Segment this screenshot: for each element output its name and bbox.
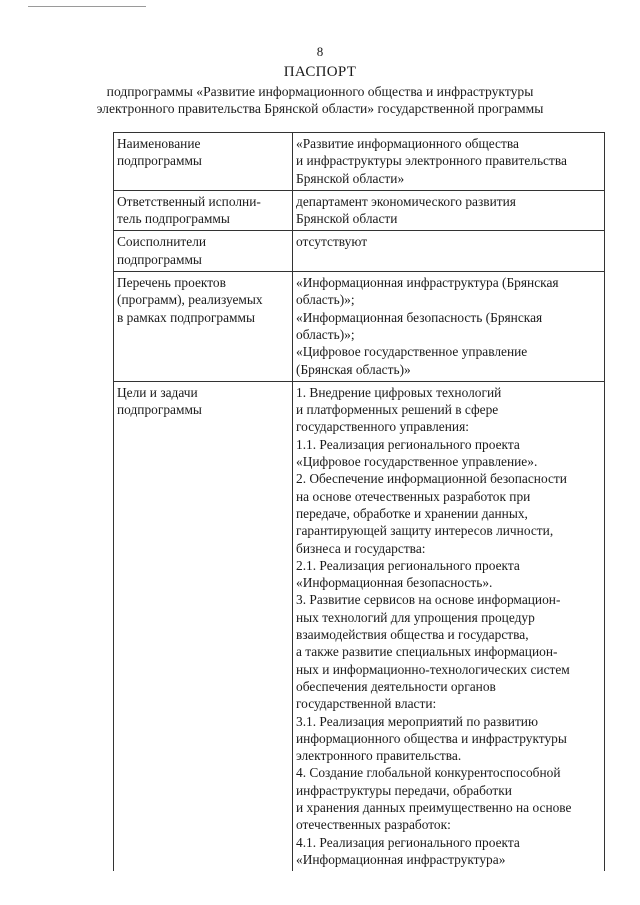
- row-value-line: ных и информационно-технологических систем: [296, 661, 570, 677]
- row-value-line: «Информационная безопасность (Брянская: [296, 309, 543, 325]
- table-row: [114, 381, 605, 871]
- row-value-line: «Информационная безопасность».: [296, 575, 493, 591]
- table-row: [114, 133, 605, 191]
- scan-artifact-line: [28, 6, 146, 7]
- row-value-line: ных технологий для упрощения процедур: [296, 609, 535, 625]
- row-value-line: инфраструктуры передачи, обработки: [296, 782, 512, 798]
- row-label-line: Соисполнители: [117, 234, 207, 250]
- row-value-line: и хранения данных преимущественно на основе: [296, 799, 572, 815]
- row-label-cell: [114, 133, 293, 191]
- row-label-line: подпрограммы: [117, 402, 202, 418]
- row-label-line: Перечень проектов: [117, 275, 226, 291]
- row-label-line: Цели и задачи: [117, 384, 198, 400]
- row-label-line: подпрограммы: [117, 153, 202, 169]
- row-value-line: электронного правительства.: [296, 748, 462, 764]
- row-value-line: (Брянская область)»: [296, 361, 411, 377]
- row-value-line: обеспечения деятельности органов: [296, 678, 496, 694]
- row-label-line: подпрограммы: [117, 251, 202, 267]
- table-row: [114, 190, 605, 231]
- row-value-cell: [293, 381, 605, 871]
- row-label-line: Ответственный исполни-: [117, 193, 261, 209]
- row-label-line: (программ), реализуемых: [117, 292, 263, 308]
- row-value-line: «Информационная инфраструктура»: [296, 851, 506, 867]
- row-value-line: департамент экономического развития: [296, 193, 516, 209]
- row-value-line: 3.1. Реализация мероприятий по развитию: [296, 713, 538, 729]
- row-value-line: взаимодействия общества и государства,: [296, 627, 529, 643]
- row-value-line: гарантирующей защиту интересов личности,: [296, 523, 554, 539]
- row-value-line: и инфраструктуры электронного правительства: [296, 153, 567, 169]
- row-value-line: а также развитие специальных информацион-: [296, 644, 558, 660]
- row-value-line: Брянской области: [296, 211, 398, 227]
- row-value-line: 2. Обеспечение информационной безопасности: [296, 471, 567, 487]
- row-value-line: 3. Развитие сервисов на основе информацион-: [296, 592, 561, 608]
- passport-table: [113, 132, 605, 871]
- row-value-line: информационного общества и инфраструктуры: [296, 730, 567, 746]
- document-title: ПАСПОРТ: [283, 64, 357, 80]
- table-row: [114, 231, 605, 272]
- row-label-line: в рамках подпрограммы: [117, 309, 255, 325]
- row-value-line: 4.1. Реализация регионального проекта: [296, 834, 520, 850]
- row-label-cell: [114, 272, 293, 382]
- row-value-cell: [293, 231, 605, 272]
- row-value-line: и платформенных решений в сфере: [296, 402, 499, 418]
- row-value-cell: [293, 272, 605, 382]
- row-value-line: государственного управления:: [296, 419, 469, 435]
- row-value-line: 2.1. Реализация регионального проекта: [296, 557, 520, 573]
- row-label-cell: [114, 190, 293, 231]
- document-subtitle-line-2: электронного правительства Брянской области» государственной программы: [96, 101, 544, 116]
- row-value-line: 4. Создание глобальной конкурентоспособной: [296, 765, 561, 781]
- row-value-line: 1.1. Реализация регионального проекта: [296, 436, 520, 452]
- passport-table-body: [114, 133, 605, 872]
- row-value-line: отсутствуют: [296, 234, 368, 250]
- row-value-line: область)»;: [296, 326, 355, 342]
- row-label-cell: [114, 381, 293, 871]
- row-value-line: передаче, обработке и хранении данных,: [296, 505, 528, 521]
- row-value-line: государственной власти:: [296, 696, 437, 712]
- row-value-line: бизнеса и государства:: [296, 540, 426, 556]
- row-value-line: область)»;: [296, 292, 355, 308]
- row-value-line: Брянской области»: [296, 170, 405, 186]
- row-value-line: «Информационная инфраструктура (Брянская: [296, 275, 559, 291]
- row-label-line: Наименование: [117, 136, 201, 151]
- row-value-line: на основе отечественных разработок при: [296, 488, 531, 504]
- row-value-line: отечественных разработок:: [296, 817, 451, 833]
- table-row: [114, 272, 605, 382]
- row-value-line: «Цифровое государственное управление».: [296, 454, 538, 470]
- row-value-line: 1. Внедрение цифровых технологий: [296, 384, 502, 400]
- row-value-line: «Развитие информационного общества: [296, 136, 519, 151]
- row-label-line: тель подпрограммы: [117, 211, 230, 227]
- row-value-cell: [293, 190, 605, 231]
- page-number: 8: [316, 44, 324, 59]
- row-value-cell: [293, 133, 605, 191]
- row-label-cell: [114, 231, 293, 272]
- row-value-line: «Цифровое государственное управление: [296, 344, 528, 360]
- document-subtitle-line-1: подпрограммы «Развитие информационного общества и инфраструктуры: [106, 84, 534, 99]
